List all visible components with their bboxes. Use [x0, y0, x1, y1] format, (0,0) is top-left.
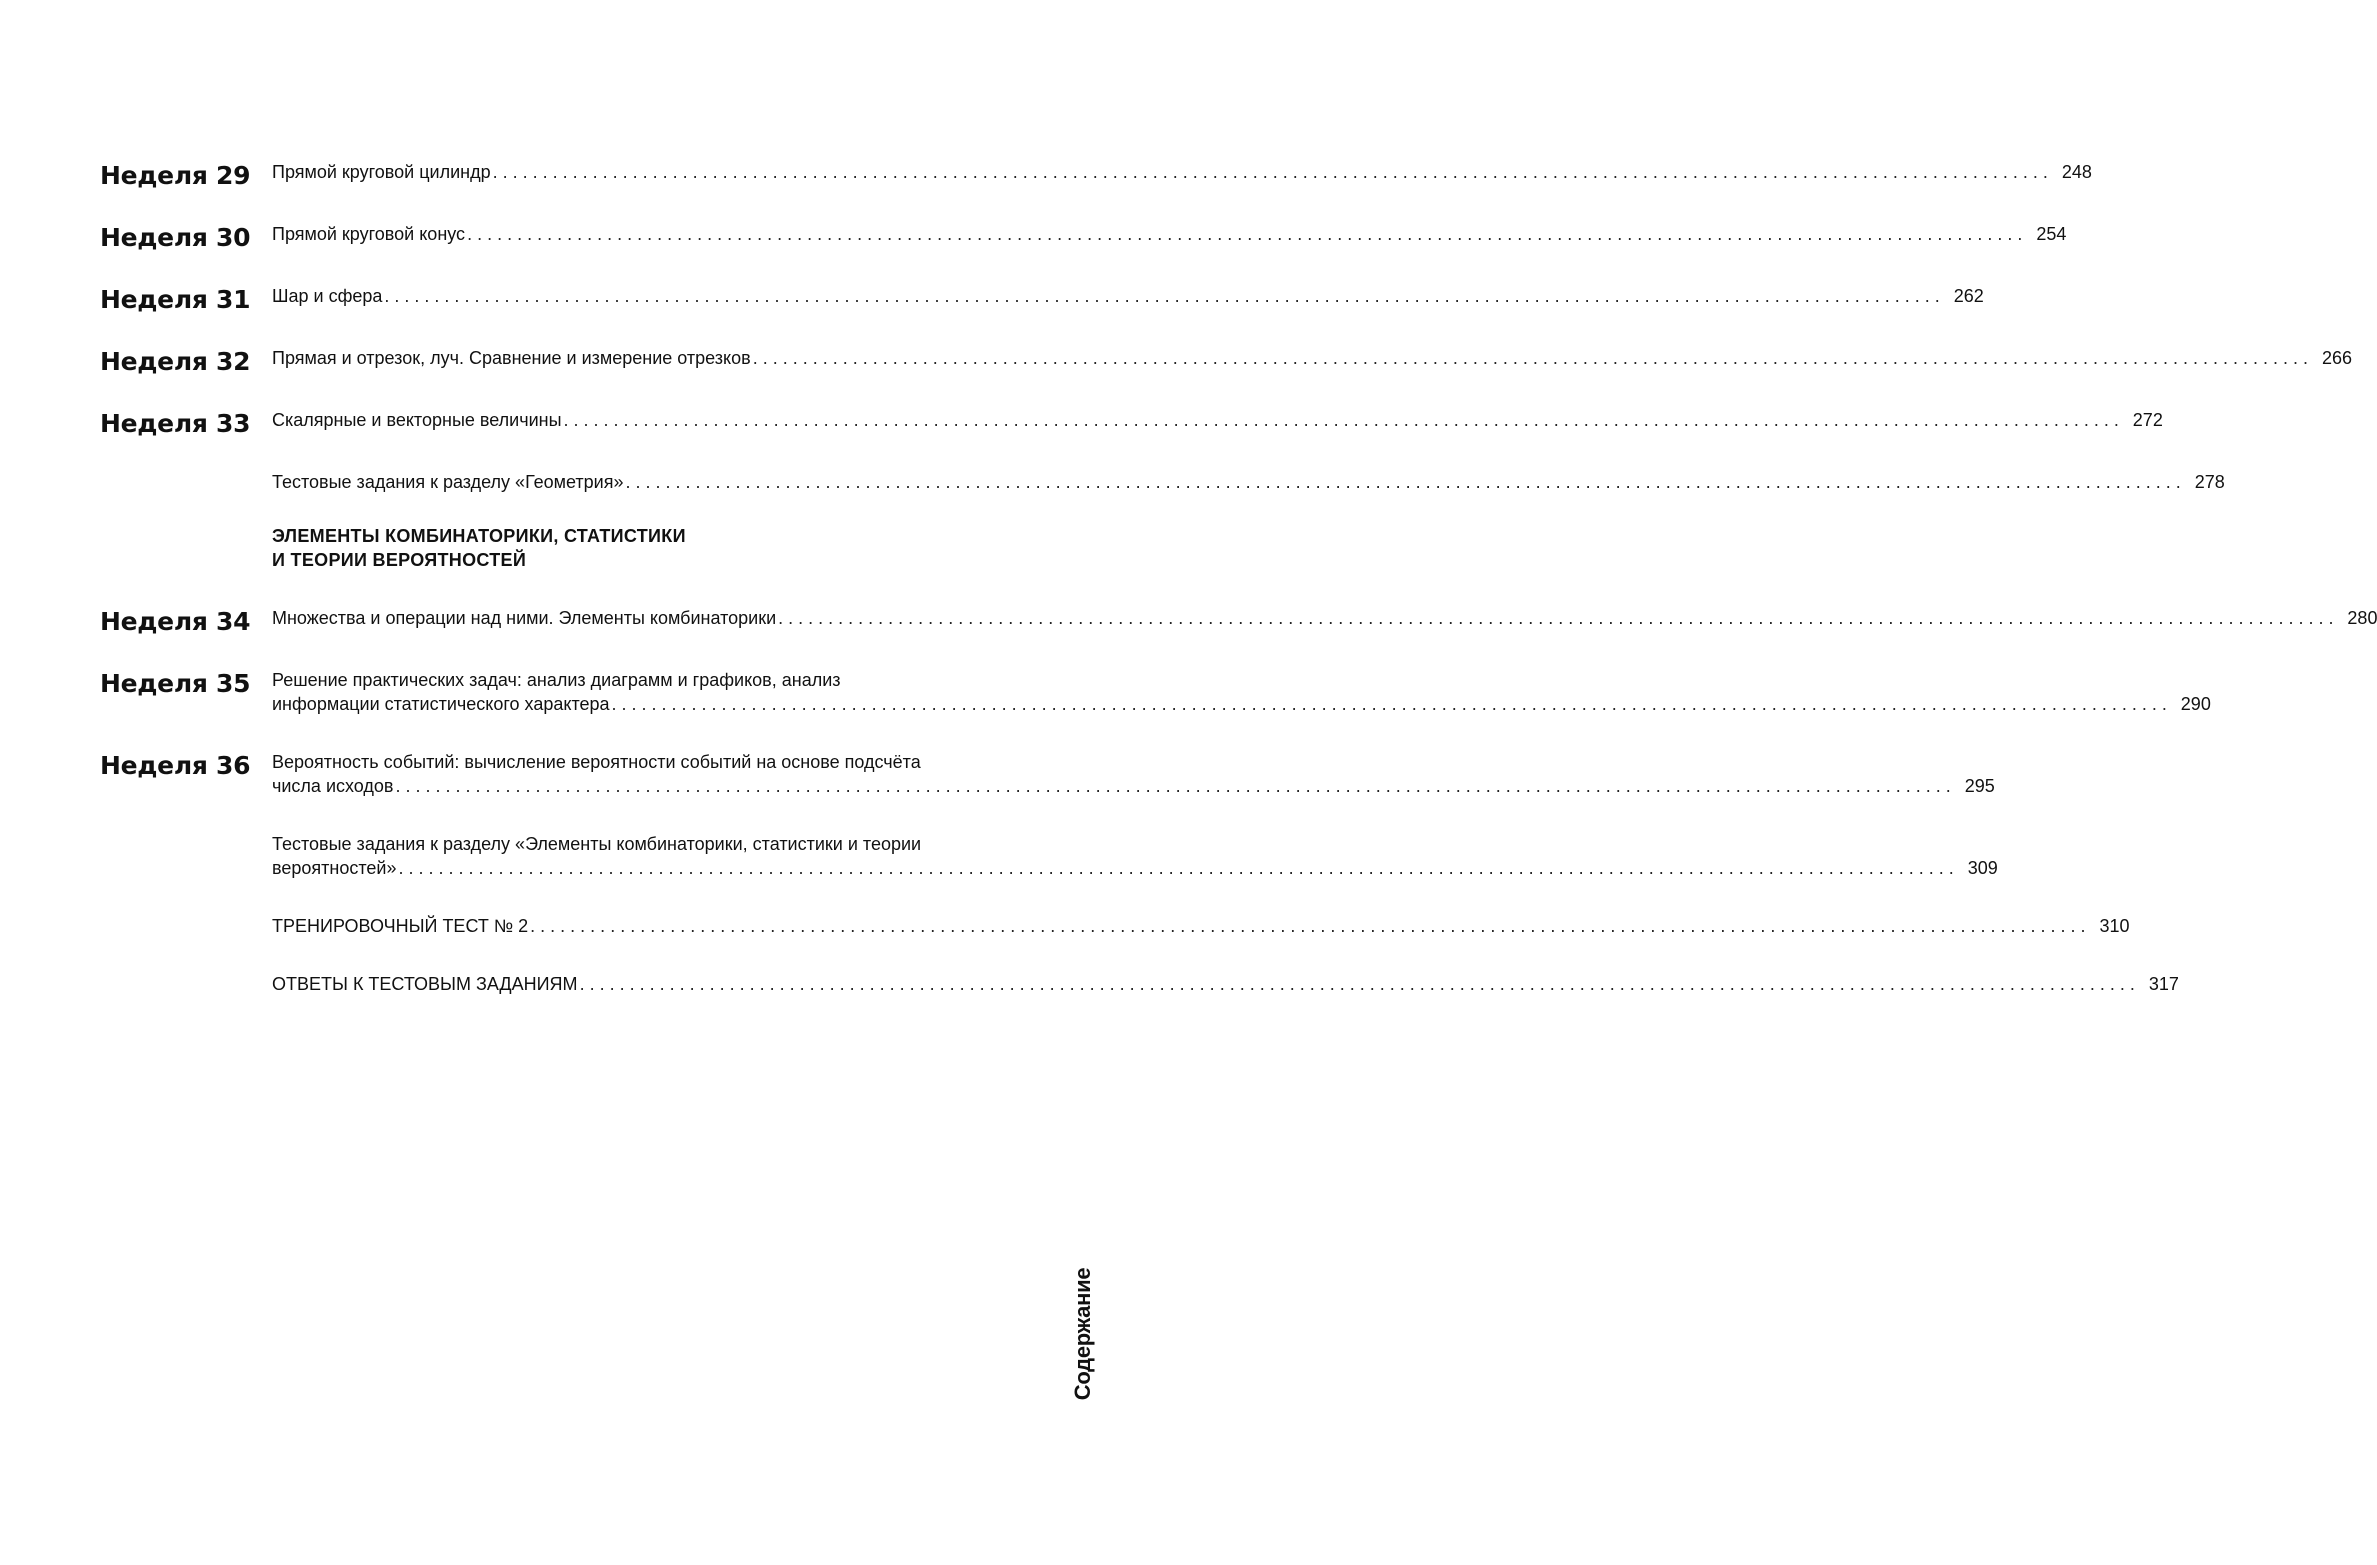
week-label-empty: [100, 470, 272, 473]
dot-leader: [493, 160, 2048, 184]
side-tab: [1068, 1264, 1098, 1404]
week-label-empty: [100, 972, 272, 975]
toc-entry-title-line-2: информации статистического характера: [272, 694, 610, 714]
toc-entry-line: [272, 692, 2211, 716]
toc-entry-title-line-1: Решение практических задач: анализ диаграмм и графиков, анализ: [272, 670, 841, 690]
toc-entry-title: Тестовые задания к разделу «Геометрия»: [272, 472, 624, 492]
dot-leader: [530, 914, 2085, 938]
toc-entry-line: [272, 346, 2352, 370]
toc-entry-page: 254: [2036, 224, 2067, 244]
toc-entry-page: 272: [2132, 410, 2163, 430]
toc-entry-title: ОТВЕТЫ К ТЕСТОВЫМ ЗАДАНИЯМ: [272, 974, 578, 994]
toc-entry-week-32[interactable]: [100, 346, 2353, 376]
toc-entry-geometry-tests[interactable]: [100, 470, 2225, 494]
toc-entry-block: [272, 750, 1995, 798]
toc-entry-line: [272, 774, 1995, 798]
table-of-contents: [100, 160, 2377, 1030]
dot-leader: [580, 972, 2135, 996]
toc-entry-week-31[interactable]: [100, 284, 1984, 314]
toc-entry-line: [272, 284, 1984, 308]
dot-leader: [396, 774, 1951, 798]
toc-entry-title-line-2: числа исходов: [272, 776, 394, 796]
dot-leader: [467, 222, 2022, 246]
section-heading-line-2: И ТЕОРИИ ВЕРОЯТНОСТЕЙ: [272, 550, 527, 570]
toc-entry-page: 280: [2347, 608, 2377, 628]
week-label: Неделя 31: [100, 285, 251, 314]
dot-leader: [398, 856, 1953, 880]
toc-entry-page: 278: [2194, 472, 2225, 492]
dot-leader: [625, 470, 2180, 494]
toc-entry-page: 317: [2148, 974, 2179, 994]
toc-entry-page: 295: [1964, 776, 1995, 796]
toc-entry-line: [272, 856, 1998, 880]
toc-entry-title: Множества и операции над ними. Элементы комбинаторики: [272, 608, 777, 628]
dot-leader: [612, 692, 2167, 716]
toc-entry-title: Шар и сфера: [272, 286, 383, 306]
week-label-empty: [100, 832, 272, 835]
toc-entry-week-36[interactable]: [100, 750, 1995, 798]
side-tab-label: Содержание: [1070, 1267, 1095, 1401]
week-label-empty: [100, 914, 272, 917]
toc-entry-title-line-2: вероятностей»: [272, 858, 397, 878]
dot-leader: [564, 408, 2119, 432]
week-label: Неделя 35: [100, 669, 251, 698]
toc-entry-line: [272, 972, 2179, 996]
toc-entry-week-33[interactable]: [100, 408, 2163, 438]
toc-entry-title-line-1: Тестовые задания к разделу «Элементы комбинаторики, статистики и теории: [272, 834, 922, 854]
section-heading-line-1: ЭЛЕМЕНТЫ КОМБИНАТОРИКИ, СТАТИСТИКИ: [272, 526, 686, 546]
toc-entry-block: [272, 668, 2211, 716]
dot-leader: [753, 346, 2308, 370]
toc-entry-block: [272, 832, 1998, 880]
toc-entry-week-35[interactable]: [100, 668, 2211, 716]
toc-entry-page: 290: [2180, 694, 2211, 714]
toc-entry-line: [272, 408, 2163, 432]
toc-entry-line: [272, 606, 2377, 630]
toc-entry-week-29[interactable]: [100, 160, 2092, 190]
toc-entry-page: 262: [1953, 286, 1984, 306]
toc-entry-line: [272, 470, 2225, 494]
toc-entry-page: 248: [2061, 162, 2092, 182]
toc-entry-week-30[interactable]: [100, 222, 2067, 252]
toc-entry-answers[interactable]: [100, 972, 2179, 996]
week-label: Неделя 33: [100, 409, 251, 438]
week-label: Неделя 30: [100, 223, 251, 252]
week-label: Неделя 29: [100, 161, 251, 190]
section-heading-row: [100, 528, 1032, 572]
toc-entry-title: Прямой круговой конус: [272, 224, 466, 244]
toc-entry-line: [272, 222, 2066, 246]
dot-leader: [778, 606, 2333, 630]
week-label: Неделя 36: [100, 751, 251, 780]
toc-entry-line: [272, 914, 2129, 938]
toc-entry-page: 310: [2099, 916, 2130, 936]
week-label-empty: [100, 528, 272, 531]
section-heading: [272, 524, 686, 572]
week-label: Неделя 32: [100, 347, 251, 376]
week-label: Неделя 34: [100, 607, 251, 636]
toc-entry-page: 266: [2321, 348, 2353, 368]
toc-entry-training-test[interactable]: [100, 914, 2130, 938]
dot-leader: [384, 284, 1939, 308]
toc-entry-title: Скалярные и векторные величины: [272, 410, 562, 430]
toc-entry-page: 309: [1967, 858, 1998, 878]
toc-entry-week-34[interactable]: [100, 606, 2377, 636]
toc-entry-probability-tests[interactable]: [100, 832, 1998, 880]
toc-entry-title-line-1: Вероятность событий: вычисление вероятности событий на основе подсчёта: [272, 752, 921, 772]
toc-entry-title: Прямой круговой цилиндр: [272, 162, 491, 182]
toc-entry-title: Прямая и отрезок, луч. Сравнение и измерение отрезков: [272, 348, 751, 368]
toc-entry-title: ТРЕНИРОВОЧНЫЙ ТЕСТ № 2: [272, 916, 529, 936]
toc-entry-line: [272, 160, 2092, 184]
